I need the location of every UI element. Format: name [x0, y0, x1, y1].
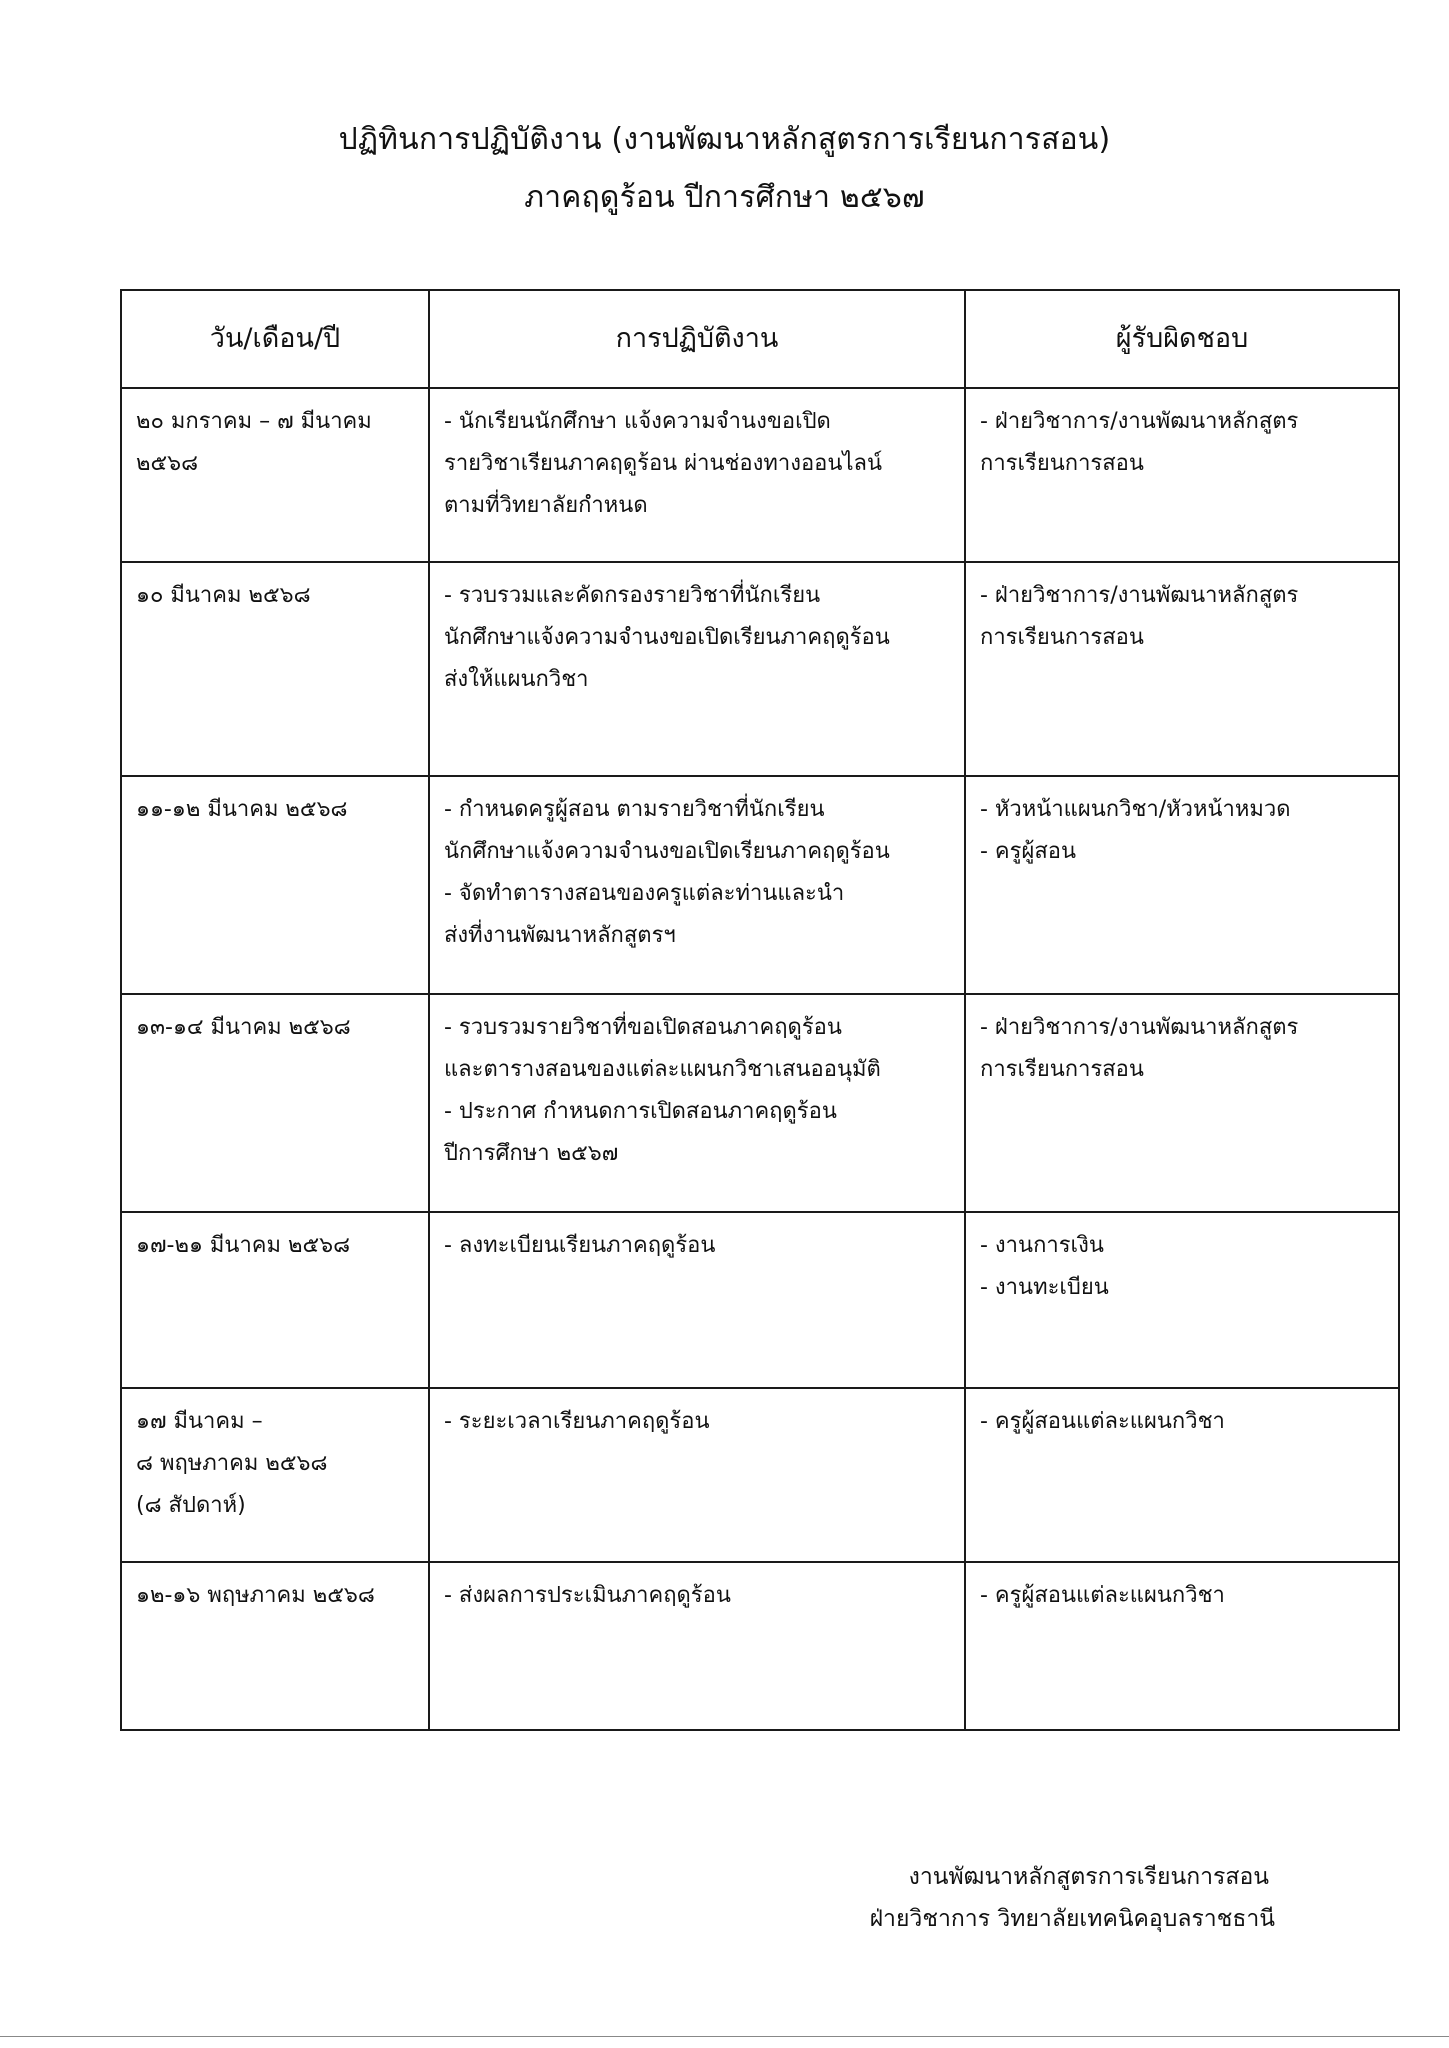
action-line: - ประกาศ กำหนดการเปิดสอนภาคฤดูร้อน: [444, 1099, 837, 1124]
owner-cell: [965, 388, 1399, 562]
table-row: [121, 1388, 1399, 1562]
action-line: ส่งที่งานพัฒนาหลักสูตรฯ: [444, 923, 676, 948]
table-row: [121, 1212, 1399, 1388]
date-cell: [121, 562, 429, 776]
table-row: [121, 776, 1399, 994]
date-cell: [121, 1388, 429, 1562]
action-line: ตามที่วิทยาลัยกำหนด: [444, 493, 648, 518]
owner-line: การเรียนการสอน: [980, 451, 1144, 476]
column-header-action: การปฏิบัติงาน: [429, 290, 965, 388]
date-line: ๒๕๖๘: [136, 451, 199, 476]
page-bottom-rule: [0, 2036, 1449, 2037]
date-line: ๑๓-๑๔ มีนาคม ๒๕๖๘: [136, 1015, 351, 1040]
date-line: ๑๗ มีนาคม –: [136, 1409, 263, 1434]
action-line: รายวิชาเรียนภาคฤดูร้อน ผ่านช่องทางออนไลน์: [444, 451, 883, 476]
action-line: และตารางสอนของแต่ละแผนกวิชาเสนออนุมัติ: [444, 1057, 881, 1082]
action-line: ปีการศึกษา ๒๕๖๗: [444, 1141, 619, 1166]
action-cell: [429, 776, 965, 994]
owner-cell: [965, 562, 1399, 776]
date-cell: [121, 994, 429, 1212]
action-cell: [429, 562, 965, 776]
table-row: [121, 994, 1399, 1212]
issuer-division: ฝ่ายวิชาการ วิทยาลัยเทคนิคอุบลราชธานี: [869, 1906, 1275, 1932]
owner-cell: [965, 1388, 1399, 1562]
date-cell: [121, 1562, 429, 1730]
document-title: ปฏิทินการปฏิบัติงาน (งานพัฒนาหลักสูตรการเรียนการสอน): [338, 122, 1111, 157]
owner-line: - ครูผู้สอนแต่ละแผนกวิชา: [980, 1409, 1225, 1434]
date-cell: [121, 776, 429, 994]
date-line: ๑๗-๒๑ มีนาคม ๒๕๖๘: [136, 1233, 351, 1258]
action-line: - รวบรวมรายวิชาที่ขอเปิดสอนภาคฤดูร้อน: [444, 1015, 842, 1040]
date-cell: [121, 388, 429, 562]
action-cell: [429, 1212, 965, 1388]
action-line: - ส่งผลการประเมินภาคฤดูร้อน: [444, 1583, 731, 1608]
action-line: - จัดทำตารางสอนของครูแต่ละท่านและนำ: [444, 881, 845, 906]
table-header-row: [121, 290, 1399, 388]
action-line: - รวบรวมและคัดกรองรายวิชาที่นักเรียน: [444, 583, 821, 608]
column-header-owner: ผู้รับผิดชอบ: [965, 290, 1399, 388]
owner-line: การเรียนการสอน: [980, 1057, 1144, 1082]
action-cell: [429, 1388, 965, 1562]
owner-cell: [965, 776, 1399, 994]
date-cell: [121, 1212, 429, 1388]
owner-line: - หัวหน้าแผนกวิชา/หัวหน้าหมวด: [980, 797, 1291, 822]
table-row: [121, 562, 1399, 776]
owner-line: - ครูผู้สอนแต่ละแผนกวิชา: [980, 1583, 1225, 1608]
table-row: [121, 1562, 1399, 1730]
document-subtitle: ภาคฤดูร้อน ปีการศึกษา ๒๕๖๗: [524, 180, 925, 215]
table-row: [121, 388, 1399, 562]
date-line: ๒๐ มกราคม – ๗ มีนาคม: [136, 409, 372, 434]
issuer-department: งานพัฒนาหลักสูตรการเรียนการสอน: [908, 1864, 1269, 1890]
action-line: นักศึกษาแจ้งความจำนงขอเปิดเรียนภาคฤดูร้อน: [444, 625, 890, 650]
action-line: - ระยะเวลาเรียนภาคฤดูร้อน: [444, 1409, 710, 1434]
date-line: ๑๐ มีนาคม ๒๕๖๘: [136, 583, 311, 608]
owner-line: - ฝ่ายวิชาการ/งานพัฒนาหลักสูตร: [980, 409, 1299, 434]
owner-cell: [965, 994, 1399, 1212]
date-line: ๑๒-๑๖ พฤษภาคม ๒๕๖๘: [136, 1583, 375, 1608]
owner-line: - งานทะเบียน: [980, 1275, 1109, 1300]
owner-line: - งานการเงิน: [980, 1233, 1104, 1258]
action-cell: [429, 388, 965, 562]
date-line: (๘ สัปดาห์): [136, 1493, 246, 1518]
action-line: นักศึกษาแจ้งความจำนงขอเปิดเรียนภาคฤดูร้อน: [444, 839, 890, 864]
owner-cell: [965, 1562, 1399, 1730]
owner-line: - ฝ่ายวิชาการ/งานพัฒนาหลักสูตร: [980, 583, 1299, 608]
date-line: ๘ พฤษภาคม ๒๕๖๘: [136, 1451, 328, 1476]
action-line: - ลงทะเบียนเรียนภาคฤดูร้อน: [444, 1233, 716, 1258]
action-line: ส่งให้แผนกวิชา: [444, 667, 589, 692]
owner-line: - ครูผู้สอน: [980, 839, 1077, 864]
owner-line: - ฝ่ายวิชาการ/งานพัฒนาหลักสูตร: [980, 1015, 1299, 1040]
column-header-date: วัน/เดือน/ปี: [121, 290, 429, 388]
action-line: - กำหนดครูผู้สอน ตามรายวิชาที่นักเรียน: [444, 797, 825, 822]
action-cell: [429, 994, 965, 1212]
action-line: - นักเรียนนักศึกษา แจ้งความจำนงขอเปิด: [444, 409, 831, 434]
date-line: ๑๑-๑๒ มีนาคม ๒๕๖๘: [136, 797, 348, 822]
owner-line: การเรียนการสอน: [980, 625, 1144, 650]
issuer-block: [869, 1856, 1275, 1940]
owner-cell: [965, 1212, 1399, 1388]
action-cell: [429, 1562, 965, 1730]
schedule-table: [120, 289, 1400, 1731]
